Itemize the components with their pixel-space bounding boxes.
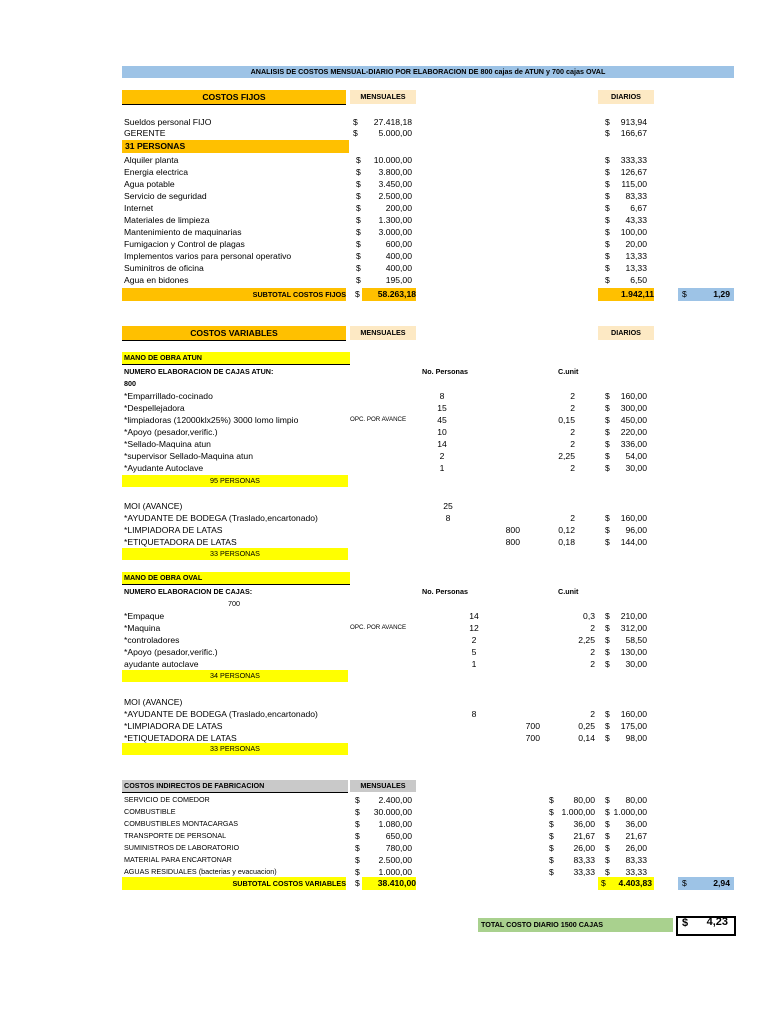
fixed-row-label: Alquiler planta [124, 155, 179, 165]
total-daily-unit-cost: 4,23 [706, 916, 728, 928]
atun-row-cunit: 2 [570, 463, 575, 473]
currency-symbol: $ [605, 415, 610, 425]
fixed-row-monthly: 195,00 [385, 275, 412, 285]
cif-row-label: MATERIAL PARA ENCARTONAR [124, 855, 232, 864]
cif-row-label: TRANSPORTE DE PERSONAL [124, 831, 227, 840]
fixed-row-daily: 913,94 [620, 117, 647, 127]
atun-moi-row-cunit: 0,12 [558, 525, 575, 535]
oval-moi-row-qty: 700 [525, 733, 540, 743]
currency-symbol: $ [605, 128, 610, 138]
col-personas: No. Personas [422, 367, 468, 376]
currency-symbol: $ [605, 721, 610, 731]
currency-symbol: $ [682, 917, 689, 929]
atun-row-personas: 8 [439, 391, 445, 401]
fixed-row-monthly: 400,00 [385, 263, 412, 273]
atun-moi-row-cunit: 2 [570, 513, 575, 523]
cif-row-label: SUMINISTROS DE LABORATORIO [124, 843, 240, 852]
fixed-row-monthly: 1.300,00 [378, 215, 412, 225]
currency-symbol: $ [605, 611, 610, 621]
total-label: TOTAL COSTO DIARIO 1500 CAJAS [478, 918, 673, 932]
currency-symbol: $ [356, 167, 361, 177]
fixed-row-monthly: 600,00 [385, 239, 412, 249]
fixed-subtotal-label: SUBTOTAL COSTOS FIJOS [122, 288, 346, 301]
cif-mensuales-header: MENSUALES [350, 780, 416, 792]
oval-row-total: 210,00 [620, 611, 647, 621]
currency-symbol: $ [605, 227, 610, 237]
currency-symbol: $ [605, 239, 610, 249]
oval-moi-row-total: 160,00 [620, 709, 647, 719]
fixed-row-label: Energia electrica [124, 167, 189, 177]
fixed-row-monthly: 400,00 [385, 251, 412, 261]
atun-row-cunit: 2 [570, 403, 575, 413]
currency-symbol: $ [356, 191, 361, 201]
currency-symbol: $ [605, 855, 610, 865]
oval-boxes-label: NUMERO ELABORACION DE CAJAS: [124, 587, 253, 596]
oval-row-cunit: 2 [590, 647, 595, 657]
oval-row-personas: 5 [471, 647, 477, 657]
currency-symbol: $ [355, 855, 360, 865]
fixed-row-monthly: 27.418,18 [373, 117, 412, 127]
labor-oval-header: MANO DE OBRA OVAL [122, 572, 350, 585]
col-cunit: C.unit [558, 587, 579, 596]
currency-symbol: $ [605, 709, 610, 719]
variable-subtotal-monthly: 38.410,00 [362, 877, 416, 890]
cif-row-monthly: 1.000,00 [378, 867, 412, 877]
cif-row-daily: 26,00 [625, 843, 647, 853]
currency-symbol: $ [605, 251, 610, 261]
cif-row-label: AGUAS RESIDUALES (bacterias y evacuacion) [124, 867, 277, 876]
atun-row-cunit: 0,15 [558, 415, 575, 425]
atun-row-total: 160,00 [620, 391, 647, 401]
oval-moi-row-label: *AYUDANTE DE BODEGA (Traslado,encartonado) [124, 709, 318, 719]
cif-row-daily-a: 33,33 [573, 867, 595, 877]
currency-symbol: $ [605, 843, 610, 853]
col-personas: No. Personas [422, 587, 468, 596]
fixed-row-daily: 333,33 [620, 155, 647, 165]
cif-row-daily-a: 26,00 [573, 843, 595, 853]
currency-symbol: $ [355, 867, 360, 877]
oval-row-label: ayudante autoclave [124, 659, 199, 669]
currency-symbol: $ [353, 117, 358, 127]
atun-moi-row-total: 96,00 [625, 525, 647, 535]
currency-symbol: $ [355, 289, 360, 299]
fixed-row-monthly: 5.000,00 [378, 128, 412, 138]
currency-symbol: $ [605, 831, 610, 841]
fixed-row-daily: 115,00 [621, 179, 647, 189]
cif-row-daily-a: 1.000,00 [561, 807, 595, 817]
atun-row-personas: 45 [437, 415, 447, 425]
oval-moi-row-total: 175,00 [620, 721, 647, 731]
fixed-row-daily: 126,67 [620, 167, 647, 177]
opc-avance: OPC. POR AVANCE [350, 416, 407, 423]
currency-symbol: $ [605, 117, 610, 127]
cif-row-monthly: 30.000,00 [373, 807, 412, 817]
fixed-row-daily: 13,33 [625, 263, 647, 273]
atun-boxes-label: NUMERO ELABORACION DE CAJAS ATUN: [124, 367, 274, 376]
currency-symbol: $ [605, 867, 610, 877]
fixed-diarios-header: DIARIOS [598, 90, 654, 104]
cif-row-daily: 80,00 [625, 795, 647, 805]
currency-symbol: $ [605, 275, 610, 285]
atun-moi-row-personas: 8 [445, 513, 451, 523]
currency-symbol: $ [682, 289, 687, 299]
cif-row-daily-a: 36,00 [573, 819, 595, 829]
fixed-row-label: GERENTE [124, 128, 166, 138]
atun-row-personas: 2 [439, 451, 445, 461]
currency-symbol: $ [605, 179, 610, 189]
atun-moi-row-label: *ETIQUETADORA DE LATAS [124, 537, 237, 547]
variable-diarios-header: DIARIOS [598, 326, 654, 340]
fixed-row-daily: 83,33 [625, 191, 647, 201]
fixed-row-daily: 6,50 [630, 275, 647, 285]
fixed-row-daily: 100,00 [620, 227, 647, 237]
currency-symbol: $ [355, 843, 360, 853]
currency-symbol: $ [549, 819, 554, 829]
fixed-row-daily: 166,67 [620, 128, 647, 138]
fixed-row-label: Mantenimiento de maquinarias [124, 227, 242, 237]
currency-symbol: $ [356, 227, 361, 237]
atun-row-total: 336,00 [620, 439, 647, 449]
cif-row-label: COMBUSTIBLES MONTACARGAS [124, 819, 239, 828]
oval-row-label: *Empaque [124, 611, 165, 621]
oval-row-personas: 1 [471, 659, 477, 669]
currency-symbol: $ [356, 251, 361, 261]
atun-moi-label: MOI (AVANCE) [124, 501, 183, 511]
currency-symbol: $ [605, 795, 610, 805]
currency-symbol: $ [355, 819, 360, 829]
currency-symbol: $ [549, 795, 554, 805]
oval-row-total: 312,00 [620, 623, 647, 633]
currency-symbol: $ [356, 215, 361, 225]
atun-row-label: *Sellado-Maquina atun [124, 439, 211, 449]
fixed-costs-header: COSTOS FIJOS [122, 90, 346, 105]
oval-moi-row-label: *LIMPIADORA DE LATAS [124, 721, 223, 731]
currency-symbol: $ [356, 179, 361, 189]
cif-row-daily-a: 83,33 [573, 855, 595, 865]
currency-symbol: $ [605, 403, 610, 413]
atun-row-cunit: 2 [570, 427, 575, 437]
atun-moi-row-qty: 800 [505, 525, 520, 535]
fixed-row-label: Materiales de limpieza [124, 215, 210, 225]
cif-row-daily-a: 80,00 [573, 795, 595, 805]
currency-symbol: $ [605, 191, 610, 201]
currency-symbol: $ [605, 647, 610, 657]
currency-symbol: $ [355, 878, 360, 888]
fixed-row-daily: 43,33 [625, 215, 647, 225]
currency-symbol: $ [605, 807, 610, 817]
fixed-row-monthly: 3.800,00 [378, 167, 412, 177]
cif-row-daily: 21,67 [625, 831, 647, 841]
oval-moi-row-cunit: 0,14 [578, 733, 595, 743]
variable-subtotal-label: SUBTOTAL COSTOS VARIABLES [122, 877, 346, 890]
currency-symbol: $ [549, 831, 554, 841]
fixed-subtotal-monthly: 58.263,18 [362, 288, 416, 301]
fixed-subtotal-daily: 1.942,11 [598, 288, 654, 301]
atun-moi-row-label: *LIMPIADORA DE LATAS [124, 525, 223, 535]
page-title: ANALISIS DE COSTOS MENSUAL-DIARIO POR ELABORACION DE 800 cajas de ATUN y 700 cajas OVAL [122, 66, 734, 78]
fixed-row-daily: 13,33 [625, 251, 647, 261]
oval-moi-row-cunit: 2 [590, 709, 595, 719]
currency-symbol: $ [605, 537, 610, 547]
cif-row-daily: 1.000,00 [613, 807, 647, 817]
fixed-mensuales-header: MENSUALES [350, 90, 416, 104]
cif-row-label: COMBUSTIBLE [124, 807, 176, 816]
currency-symbol: $ [605, 215, 610, 225]
currency-symbol: $ [356, 155, 361, 165]
atun-row-cunit: 2 [570, 439, 575, 449]
oval-moi-row-total: 98,00 [625, 733, 647, 743]
currency-symbol: $ [605, 635, 610, 645]
currency-symbol: $ [605, 623, 610, 633]
currency-symbol: $ [355, 831, 360, 841]
fixed-row-monthly: 10.000,00 [373, 155, 412, 165]
currency-symbol: $ [601, 878, 606, 888]
currency-symbol: $ [355, 807, 360, 817]
atun-row-label: *supervisor Sellado-Maquina atun [124, 451, 253, 461]
fixed-unit-cost: 1,29 [713, 289, 730, 299]
oval-row-personas: 14 [469, 611, 479, 621]
currency-symbol: $ [605, 439, 610, 449]
fixed-row-label: Agua en bidones [124, 275, 189, 285]
oval-row-personas: 12 [469, 623, 479, 633]
fixed-row-label: Internet [124, 203, 154, 213]
atun-row-total: 300,00 [620, 403, 647, 413]
currency-symbol: $ [605, 203, 610, 213]
currency-symbol: $ [605, 819, 610, 829]
cif-row-daily-a: 21,67 [573, 831, 595, 841]
variable-unit-cost: 2,94 [713, 878, 730, 888]
atun-row-label: *Despellejadora [124, 403, 185, 413]
cif-row-monthly: 1.080,00 [378, 819, 412, 829]
currency-symbol: $ [356, 275, 361, 285]
oval-row-cunit: 2 [590, 623, 595, 633]
oval-row-label: *controladores [124, 635, 180, 645]
atun-moi-personas: 25 [443, 501, 453, 511]
oval-moi-row-label: *ETIQUETADORA DE LATAS [124, 733, 237, 743]
variable-mensuales-header: MENSUALES [350, 326, 416, 340]
currency-symbol: $ [605, 525, 610, 535]
currency-symbol: $ [356, 203, 361, 213]
variable-costs-header: COSTOS VARIABLES [122, 326, 346, 341]
atun-row-label: *Ayudante Autoclave [124, 463, 204, 473]
fixed-row-label: Agua potable [124, 179, 175, 189]
currency-symbol: $ [356, 263, 361, 273]
oval-row-total: 30,00 [625, 659, 647, 669]
cif-row-monthly: 780,00 [385, 843, 412, 853]
fixed-row-daily: 20,00 [625, 239, 647, 249]
atun-moi-row-label: *AYUDANTE DE BODEGA (Traslado,encartonado) [124, 513, 318, 523]
currency-symbol: $ [549, 867, 554, 877]
currency-symbol: $ [605, 733, 610, 743]
oval-row-cunit: 2 [590, 659, 595, 669]
oval-row-label: *Apoyo (pesador,verific.) [124, 647, 218, 657]
fixed-row-monthly: 200,00 [385, 203, 412, 213]
atun-row-personas: 15 [437, 403, 447, 413]
oval-moi-row-cunit: 0,25 [578, 721, 595, 731]
atun-total-personas: 95 PERSONAS [122, 475, 348, 487]
currency-symbol: $ [356, 239, 361, 249]
atun-row-total: 54,00 [625, 451, 647, 461]
cif-row-monthly: 2.500,00 [378, 855, 412, 865]
currency-symbol: $ [605, 155, 610, 165]
currency-symbol: $ [605, 463, 610, 473]
currency-symbol: $ [605, 391, 610, 401]
atun-row-cunit: 2,25 [558, 451, 575, 461]
atun-row-label: *Emparrillado-cocinado [124, 391, 213, 401]
atun-moi-row-total: 160,00 [620, 513, 647, 523]
atun-row-total: 30,00 [625, 463, 647, 473]
atun-moi-row-total: 144,00 [620, 537, 647, 547]
atun-row-label: *Apoyo (pesador,verific.) [124, 427, 218, 437]
currency-symbol: $ [605, 659, 610, 669]
atun-row-cunit: 2 [570, 391, 575, 401]
fixed-row-daily: 6,67 [630, 203, 647, 213]
atun-boxes-value: 800 [124, 379, 136, 388]
fixed-row-monthly: 3.000,00 [378, 227, 412, 237]
oval-moi-row-personas: 8 [471, 709, 477, 719]
oval-row-personas: 2 [471, 635, 477, 645]
fixed-personas-count: 31 PERSONAS [122, 140, 349, 153]
atun-moi-total: 33 PERSONAS [122, 548, 348, 560]
atun-row-personas: 1 [439, 463, 445, 473]
oval-boxes-value: 700 [228, 599, 240, 608]
atun-moi-row-qty: 800 [505, 537, 520, 547]
cif-row-label: SERVICIO DE COMEDOR [124, 795, 210, 804]
cif-row-daily: 83,33 [625, 855, 647, 865]
oval-row-cunit: 0,3 [583, 611, 595, 621]
atun-row-label: *limpiadoras (12000klx25%) 3000 lomo limpio [124, 415, 299, 425]
oval-moi-label: MOI (AVANCE) [124, 697, 183, 707]
oval-row-total: 130,00 [620, 647, 647, 657]
currency-symbol: $ [549, 855, 554, 865]
currency-symbol: $ [605, 427, 610, 437]
currency-symbol: $ [355, 795, 360, 805]
opc-avance: OPC. POR AVANCE [350, 624, 407, 631]
atun-row-total: 450,00 [620, 415, 647, 425]
cif-row-daily: 36,00 [625, 819, 647, 829]
atun-row-personas: 14 [437, 439, 447, 449]
currency-symbol: $ [549, 843, 554, 853]
currency-symbol: $ [605, 451, 610, 461]
currency-symbol: $ [682, 878, 687, 888]
fixed-row-label: Servicio de seguridad [124, 191, 207, 201]
currency-symbol: $ [605, 263, 610, 273]
currency-symbol: $ [605, 167, 610, 177]
cif-row-monthly: 650,00 [385, 831, 412, 841]
variable-subtotal-daily: 4.403,83 [618, 878, 652, 888]
atun-row-total: 220,00 [620, 427, 647, 437]
oval-total-personas: 34 PERSONAS [122, 670, 348, 682]
atun-row-personas: 10 [437, 427, 447, 437]
currency-symbol: $ [605, 513, 610, 523]
atun-moi-row-cunit: 0,18 [558, 537, 575, 547]
currency-symbol: $ [549, 807, 554, 817]
fixed-row-label: Sueldos personal FIJO [124, 117, 212, 127]
cif-row-monthly: 2.400,00 [378, 795, 412, 805]
labor-atun-header: MANO DE OBRA ATUN [122, 352, 350, 365]
fixed-row-label: Implementos varios para personal operativo [124, 251, 292, 261]
cif-header: COSTOS INDIRECTOS DE FABRICACION [122, 780, 348, 793]
col-cunit: C.unit [558, 367, 579, 376]
oval-row-total: 58,50 [625, 635, 647, 645]
fixed-row-monthly: 2.500,00 [378, 191, 412, 201]
fixed-row-label: Suminitros de oficina [124, 263, 204, 273]
oval-row-label: *Maquina [124, 623, 161, 633]
oval-row-cunit: 2,25 [578, 635, 595, 645]
fixed-row-label: Fumigacion y Control de plagas [124, 239, 245, 249]
fixed-row-monthly: 3.450,00 [378, 179, 412, 189]
oval-moi-total: 33 PERSONAS [122, 743, 348, 755]
oval-moi-row-qty: 700 [525, 721, 540, 731]
currency-symbol: $ [353, 128, 358, 138]
cif-row-daily: 33,33 [625, 867, 647, 877]
